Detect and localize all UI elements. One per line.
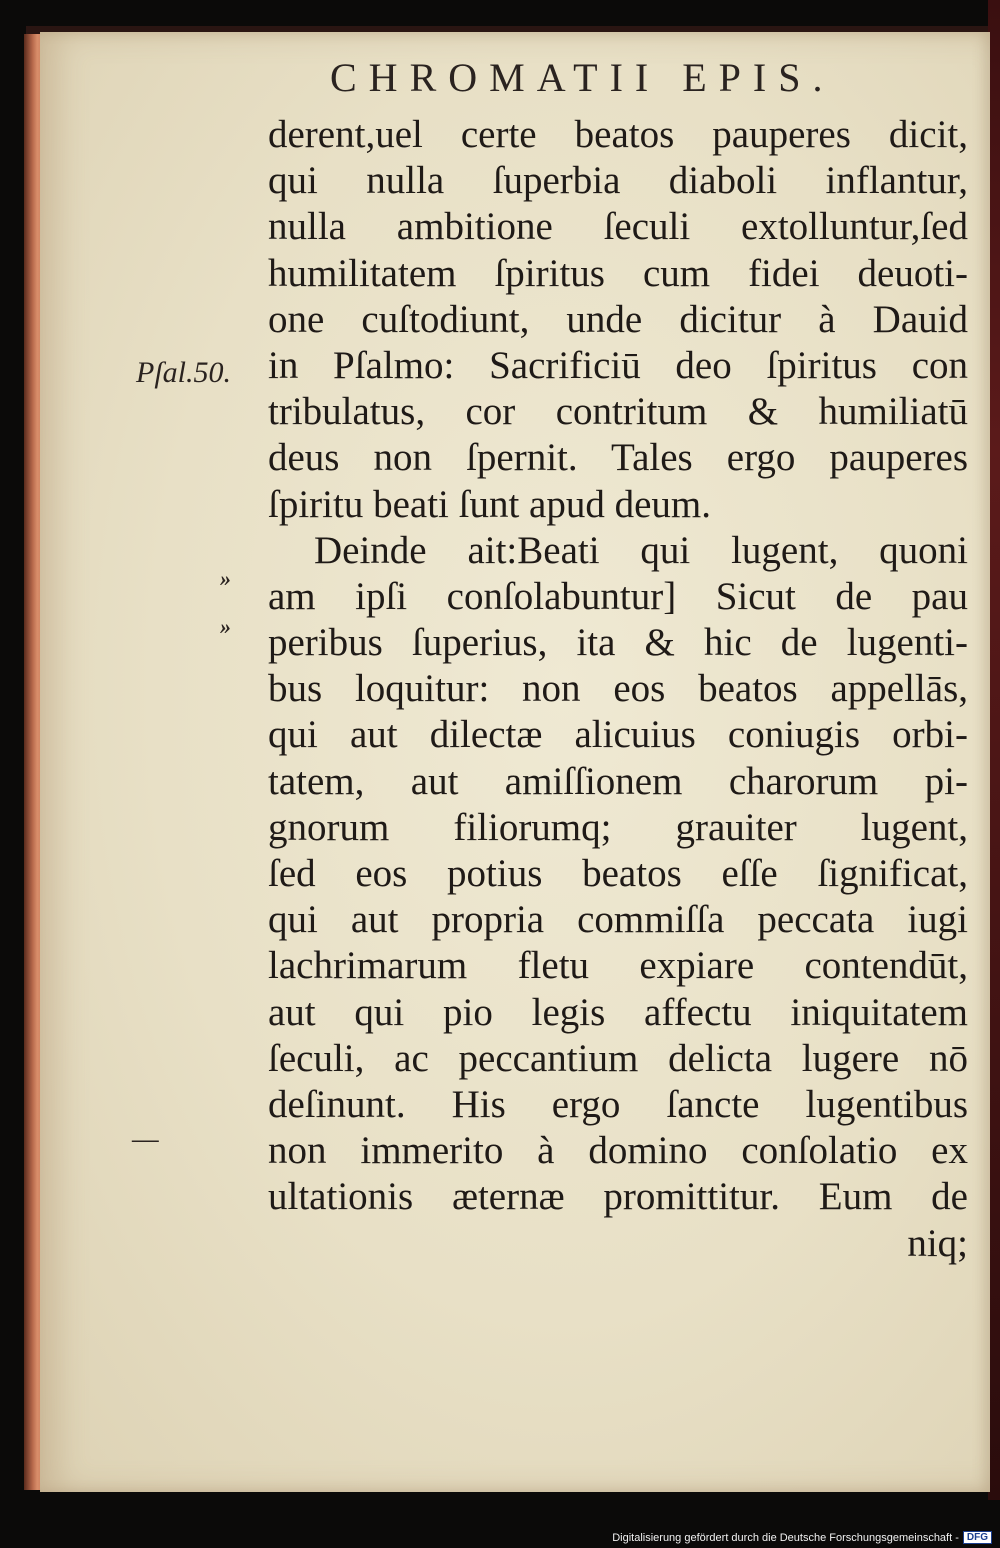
text-line: gnorum filiorumq; grauiter lugent, <box>268 805 968 849</box>
text-line: ſpiritu beati ſunt apud deum. <box>268 482 711 526</box>
text-line: lachrimarum fletu expiare contendūt, <box>268 944 968 988</box>
credit-text: Digitalisierung gefördert durch die Deutsche Forschungsgemeinschaft - <box>612 1531 959 1544</box>
margin-dash: — <box>132 1122 159 1155</box>
text-line: deus non ſpernit. Tales ergo pauperes <box>268 436 968 480</box>
text-line: peribus ſuperius, ita & hic de lugenti- <box>268 621 968 665</box>
text-line: in Pſalmo: Sacrificiū deo ſpiritus con <box>268 343 968 387</box>
digitization-credit <box>612 1531 992 1544</box>
text-line: aut qui pio legis affectu iniquitatem <box>268 990 968 1034</box>
text-line: nulla ambitione ſeculi extolluntur,ſed <box>268 205 968 249</box>
text-line: derent,uel certe beatos pauperes dicit, <box>268 113 968 156</box>
text-line: non immerito à domino conſolatio ex <box>268 1129 968 1173</box>
book-page <box>40 32 990 1492</box>
text-line: tatem, aut amiſſionem charorum pi- <box>268 759 968 803</box>
body-text <box>268 112 968 1267</box>
catchword: niq; <box>907 1221 968 1265</box>
text-line: qui aut dilectæ alicuius coniugis orbi- <box>268 713 968 757</box>
text-line: deſinunt. His ergo ſancte lugentibus <box>268 1082 968 1126</box>
text-line: bus loquitur: non eos beatos appellās, <box>268 667 968 711</box>
text-line: qui aut propria commiſſa peccata iugi <box>268 898 968 942</box>
text-line: ultationis æternæ promittitur. Eum de <box>268 1175 968 1219</box>
margin-note-psalm: Pſal.50. <box>136 356 231 389</box>
text-line: one cuſtodiunt, unde dicitur à Dauid <box>268 297 968 341</box>
text-line: ſed eos potius beatos eſſe ſignificat, <box>268 852 968 895</box>
text-line: humilitatem ſpiritus cum fidei deuoti- <box>268 251 968 295</box>
dfg-logo-icon[interactable]: DFG <box>963 1531 992 1544</box>
running-header: CHROMATII EPIS. <box>330 55 835 100</box>
quote-mark: » <box>220 566 231 591</box>
text-line: ſeculi, ac peccantium delicta lugere nō <box>268 1036 968 1080</box>
text-line: qui nulla ſuperbia diaboli inflantur, <box>268 159 968 203</box>
text-line: am ipſi conſolabuntur] Sicut de pau <box>268 574 968 618</box>
text-line: tribulatus, cor contritum & humiliatū <box>268 390 968 434</box>
quote-mark: » <box>220 614 231 639</box>
text-line: Deinde ait:Beati qui lugent, quoni <box>314 528 968 572</box>
